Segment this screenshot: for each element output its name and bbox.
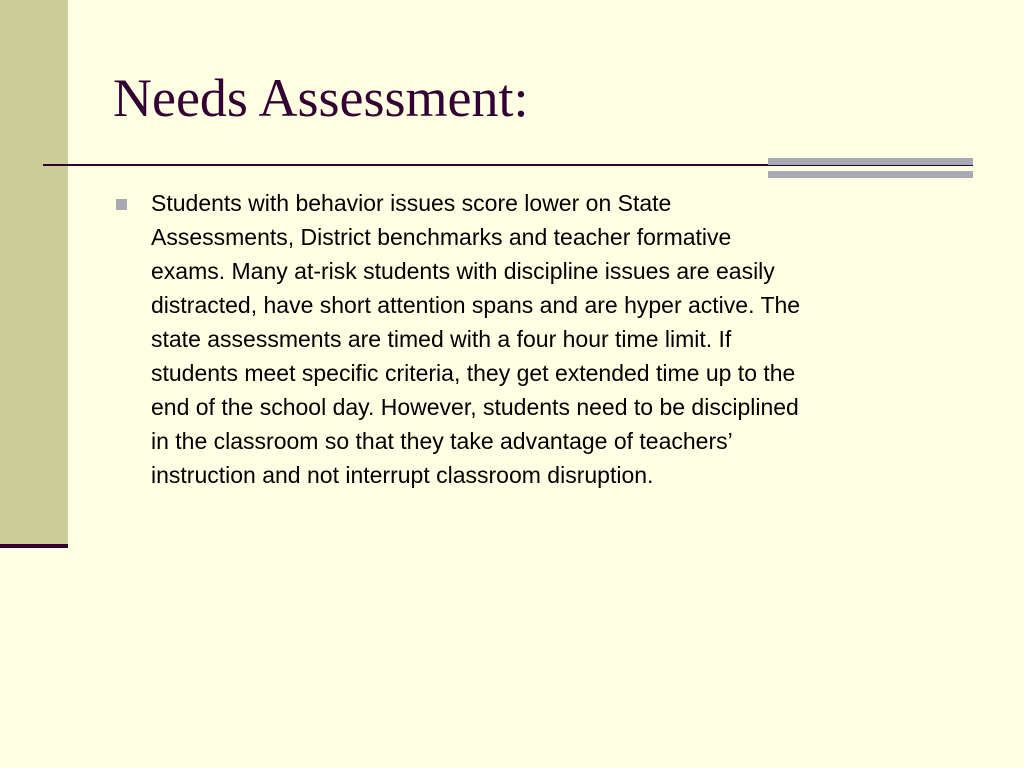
bullet-text: Students with behavior issues score lower on State Assessments, District benchmarks and teacher formative exams. Many at-risk students with discipline issues are easily distracted, have short attention spans and are hyper active. The state assessments are timed with a four hour time limit. If students meet specific criteria, they get extended time up to the end of the school day. However, students need to be disciplined in the classroom so that they take advantage of teachers’ instruction and not interrupt classroom disruption. <box>151 190 801 488</box>
sidebar-accent-line <box>0 544 68 548</box>
bullet-item <box>113 186 973 492</box>
square-bullet-icon <box>116 199 127 210</box>
gray-accent-bars <box>768 158 973 178</box>
left-sidebar-band <box>0 0 68 545</box>
gray-accent-bar-top <box>768 158 973 165</box>
gray-accent-bar-bottom <box>768 171 973 178</box>
slide-title: Needs Assessment: <box>113 68 529 128</box>
slide-content <box>113 186 973 492</box>
